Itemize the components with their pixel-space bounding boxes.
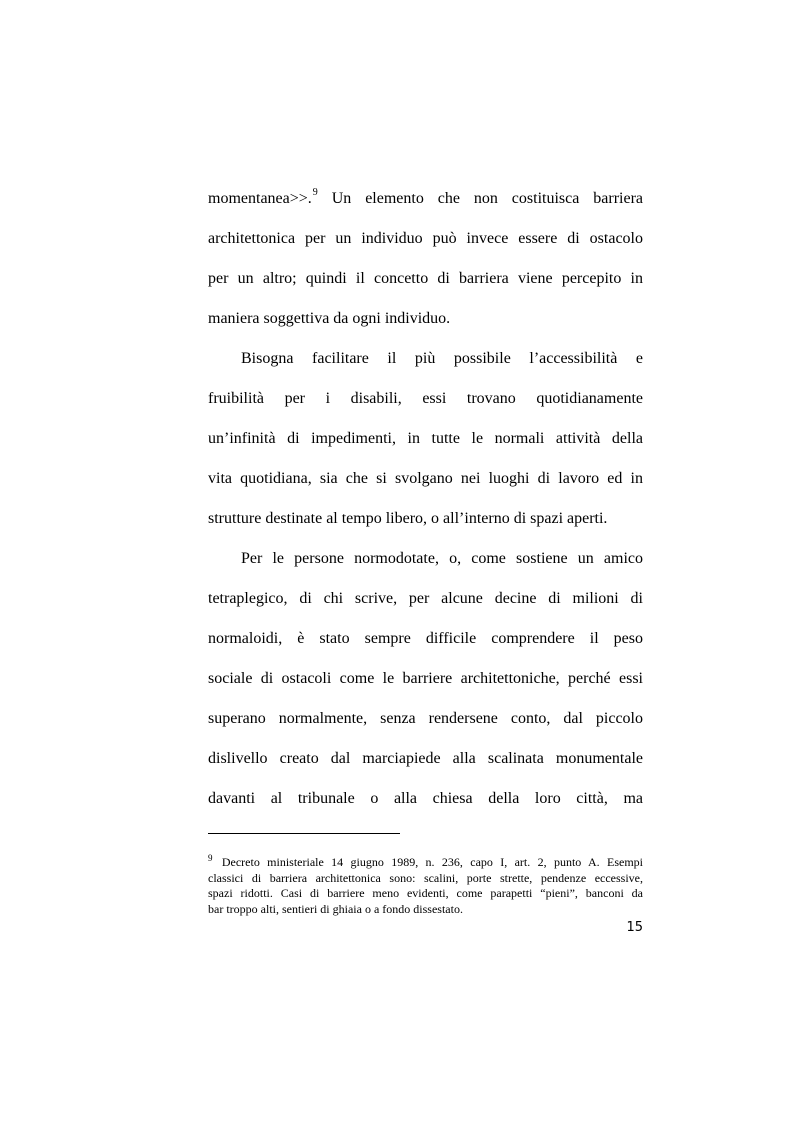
body-line-1: [208, 179, 643, 219]
body-line-1-start: momentanea>>.: [208, 190, 312, 207]
page-number: 15: [626, 920, 643, 935]
body-line-1-end: Un elemento che non costituisca barriera: [317, 190, 643, 207]
body-line-2: architettonica per un individuo può invece essere di ostacolo: [208, 230, 643, 247]
body-line-16: davanti al tribunale o alla chiesa della loro città, ma: [208, 790, 643, 807]
footnote-separator: [208, 833, 400, 834]
body-line-15: dislivello creato dal marciapiede alla scalinata monumentale: [208, 750, 643, 767]
footnote-line-1-text: Decreto ministeriale 14 giugno 1989, n. 236, capo I, art. 2, punto A. Esempi: [214, 855, 643, 869]
body-line-11: tetraplegico, di chi scrive, per alcune decine di milioni di: [208, 590, 643, 607]
body-text: [208, 179, 643, 819]
body-line-10: Per le persone normodotate, o, come sostiene un amico: [241, 550, 643, 567]
footnote: [208, 855, 643, 917]
body-line-5: Bisogna facilitare il più possibile l’accessibilità e: [241, 350, 643, 367]
body-line-13: sociale di ostacoli come le barriere architettoniche, perché essi: [208, 670, 643, 687]
body-line-3: per un altro; quindi il concetto di barriera viene percepito in: [208, 270, 643, 287]
footnote-line-1: [208, 855, 643, 871]
footnote-reference[interactable]: 9: [312, 186, 318, 198]
footnote-line-3: spazi ridotti. Casi di barriere meno evidenti, come parapetti “pieni”, banconi da: [208, 886, 643, 900]
footnote-marker: 9: [208, 853, 213, 863]
body-line-14: superano normalmente, senza rendersene conto, dal piccolo: [208, 710, 643, 727]
footnote-line-4: bar troppo alti, sentieri di ghiaia o a fondo dissestato.: [208, 901, 463, 916]
body-line-8: vita quotidiana, sia che si svolgano nei luoghi di lavoro ed in: [208, 470, 643, 487]
body-line-12: normaloidi, è stato sempre difficile comprendere il peso: [208, 630, 643, 647]
body-line-6: fruibilità per i disabili, essi trovano quotidianamente: [208, 390, 643, 407]
body-line-9: strutture destinate al tempo libero, o all’interno di spazi aperti.: [208, 510, 608, 527]
body-line-4: maniera soggettiva da ogni individuo.: [208, 310, 451, 327]
footnote-line-2: classici di barriera architettonica sono: scalini, porte strette, pendenze eccessive,: [208, 870, 643, 885]
body-line-7: un’infinità di impedimenti, in tutte le normali attività della: [208, 430, 643, 447]
